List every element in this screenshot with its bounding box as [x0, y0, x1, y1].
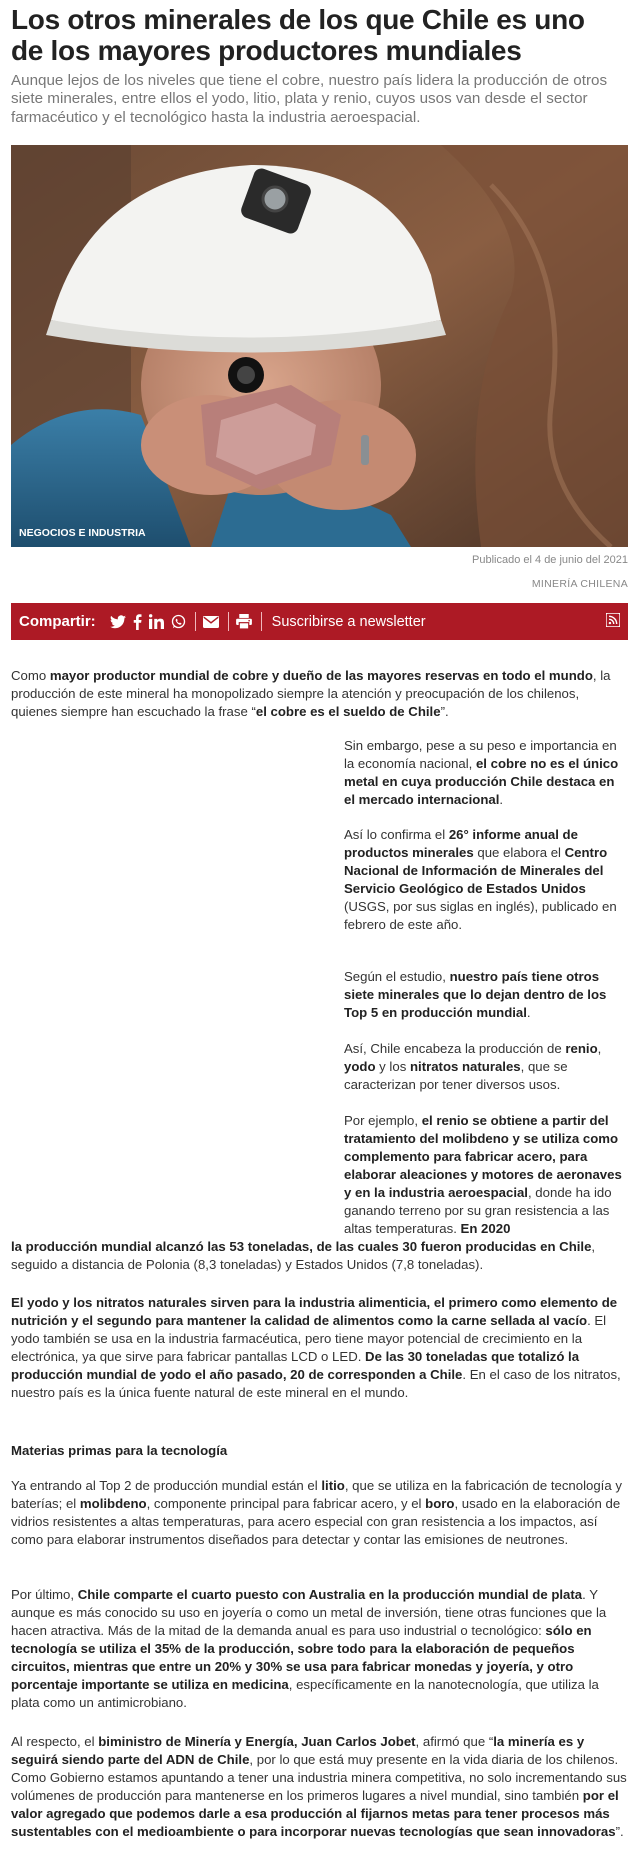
bold-text: De las 30 toneladas que totalizó la producción mundial de yodo el año pasado, 20 de corresponden a Chile	[11, 1349, 580, 1382]
text-run: Así lo confirma el	[344, 827, 449, 842]
bold-text: boro	[425, 1496, 455, 1511]
text-run: . En el caso de los nitratos, nuestro país es la única fuente natural de este mineral en el mundo.	[11, 1367, 621, 1400]
text-run: . Y aunque es más conocido su uso en joyería o como un metal de inversión, tiene otras funciones que la hacen atractiva. Más de la mitad de la demanda anual es para uso industrial o tecnológico:	[11, 1587, 607, 1638]
newsletter-link[interactable]: Suscribirse a newsletter	[271, 613, 426, 630]
text-run: Por ejemplo,	[344, 1113, 422, 1128]
bold-text: litio	[321, 1478, 345, 1493]
email-icon[interactable]	[203, 612, 219, 632]
image-category-tag[interactable]: NEGOCIOS E INDUSTRIA	[19, 527, 146, 539]
twitter-icon[interactable]	[110, 612, 126, 632]
text-run: ”.	[615, 1824, 624, 1839]
text-run: ”.	[440, 704, 449, 719]
text-run: Como	[11, 668, 50, 683]
text-run: ,	[597, 1041, 602, 1056]
bold-text: nuestro país tiene otros siete minerales que lo dejan dentro de los Top 5 en producción mundial	[344, 969, 607, 1020]
paragraph	[344, 968, 628, 1022]
divider	[195, 612, 196, 631]
bold-text: yodo	[344, 1059, 376, 1074]
bold-text: En 2020	[460, 1221, 511, 1236]
text-run: Sin embargo, pese a su peso e importancia en la economía nacional,	[344, 738, 617, 771]
bold-text: biministro de Minería y Energía, Juan Carlos Jobet	[98, 1734, 416, 1749]
text-run: Según el estudio,	[344, 969, 450, 984]
text-run: Ya entrando al Top 2 de producción mundial están el	[11, 1478, 322, 1493]
bold-text: por el valor agregado que podemos darle a esa producción al fijarnos metas para tener procesos más sustentables con el medioambiente o para incorporar nuevas tecnologías que sean innovadoras	[11, 1788, 619, 1839]
paragraph	[344, 1040, 628, 1094]
paragraph	[11, 1294, 628, 1402]
text-run: , por lo que está muy presente en la vida diaria de los chilenos. Como Gobierno estamos apuntando a tener una industria minera competitiva, no solo incrementando sus volúmenes de producción para mantenerse en los primeros lugares a nivel mundial, sino también	[11, 1752, 627, 1803]
bold-text: renio	[565, 1041, 598, 1056]
bold-text: nitratos naturales	[409, 1059, 521, 1074]
text-run: (USGS, por sus siglas en inglés), publicado en febrero de este año.	[344, 899, 617, 932]
bold-text: el cobre no es el único metal en cuya producción Chile destaca en el mercado internacional	[344, 756, 619, 807]
paragraph	[11, 1733, 628, 1841]
divider	[228, 612, 229, 631]
text-run: , que se caracterizan por tener diversos usos.	[344, 1059, 568, 1092]
paragraph	[344, 737, 628, 809]
article-source: MINERÍA CHILENA	[531, 578, 628, 590]
text-run: . El yodo también se usa en la industria farmacéutica, pero tiene mayor potencial de crecimiento en la electrónica, ya que sirve para fabricar pantallas LCD o LED.	[11, 1313, 607, 1364]
print-icon[interactable]	[236, 612, 252, 632]
text-run: que elabora el	[473, 845, 565, 860]
bold-text: el cobre es el sueldo de Chile	[255, 704, 441, 719]
bold-text: molibdeno	[79, 1496, 147, 1511]
section-subtitle: Materias primas para la tecnología	[11, 1443, 228, 1458]
bold-text: el renio se obtiene a partir del tratamiento del molibdeno y se utiliza como complemento para fabricar acero, para elaborar aleaciones y motores de aeronaves y en la industria aeroespacial	[344, 1113, 622, 1200]
share-bar	[11, 603, 628, 640]
bold-text: 26° informe anual de productos minerales	[344, 827, 578, 860]
article-lead: Aunque lejos de los niveles que tiene el cobre, nuestro país lidera la producción de otros siete minerales, entre ellos el yodo, litio, plata y renio, cuyos usos van desde el sector farmacéutico y el tecnológico hasta la industria aeroespacial.	[11, 72, 608, 126]
text-run: , que se utiliza en la fabricación de tecnología y baterías; el	[11, 1478, 622, 1511]
text-run: .	[526, 1005, 531, 1020]
bold-text: la producción mundial alcanzó las 53 toneladas, de las cuales 30 fueron producidas en Chile	[11, 1239, 592, 1254]
paragraph	[11, 667, 628, 721]
bold-text: sólo en tecnología se utiliza el 35% de la producción, sobre todo para la elaboración de pequeños circuitos, mientras que entre un 20% y 30% se usa para fabricar monedas y joyería, y otro porcentaje importante se utiliza en medicina	[11, 1623, 592, 1692]
facebook-icon[interactable]	[133, 612, 142, 632]
text-run: , afirmó que “	[415, 1734, 494, 1749]
text-run: .	[499, 792, 504, 807]
whatsapp-icon[interactable]	[171, 612, 186, 632]
article-title: Los otros minerales de los que Chile es uno de los mayores productores mundiales	[11, 4, 585, 66]
paragraph	[11, 1477, 628, 1549]
publish-date: Publicado el 4 de junio del 2021	[472, 554, 628, 566]
text-run: , usado en la elaboración de vidrios resistentes a altas temperaturas, para acero especial con gran resistencia a los impactos, así como para elaborar instrumentos diseñados para detectar y contar las emisiones de neutrones.	[11, 1496, 621, 1547]
miner-photo	[11, 145, 628, 547]
divider	[261, 612, 262, 631]
bold-text: la minería es y seguirá siendo parte del ADN de Chile	[11, 1734, 585, 1767]
text-run: , la producción de este mineral ha monopolizado siempre la atención y preocupación de los chilenos, quienes siempre han escuchado la frase “	[11, 668, 611, 719]
paragraph	[344, 826, 628, 934]
text-run: Así, Chile encabeza la producción de	[344, 1041, 566, 1056]
bold-text: Chile comparte el cuarto puesto con Australia en la producción mundial de plata	[77, 1587, 583, 1602]
text-run: y los	[375, 1059, 410, 1074]
hero-image	[11, 145, 628, 547]
share-label: Compartir:	[19, 613, 96, 630]
text-run: , componente principal para fabricar acero, y el	[146, 1496, 426, 1511]
text-run: Al respecto, el	[11, 1734, 99, 1749]
text-run: , donde ha ido ganando terreno por su gran resistencia a las altas temperaturas.	[344, 1185, 612, 1236]
bold-text: Centro Nacional de Información de Minerales del Servicio Geológico de Estados Unidos	[344, 845, 608, 896]
text-run: , seguido a distancia de Polonia (8,3 toneladas) y Estados Unidos (7,8 toneladas).	[11, 1239, 596, 1272]
bold-text: mayor productor mundial de cobre y dueño de las mayores reservas en todo el mundo	[49, 668, 593, 683]
rss-icon[interactable]	[606, 613, 620, 632]
paragraph	[344, 1112, 628, 1238]
bold-text: El yodo y los nitratos naturales sirven para la industria alimenticia, el primero como elemento de nutrición y el segundo para mantener la calidad de alimentos como la carne sellada al vacío	[11, 1295, 618, 1328]
paragraph	[11, 1238, 628, 1274]
text-run: , específicamente en la nanotecnología, que utiliza la plata como un antimicrobiano.	[11, 1677, 599, 1710]
linkedin-icon[interactable]	[149, 612, 164, 632]
text-run: Por último,	[11, 1587, 78, 1602]
paragraph	[11, 1586, 628, 1712]
